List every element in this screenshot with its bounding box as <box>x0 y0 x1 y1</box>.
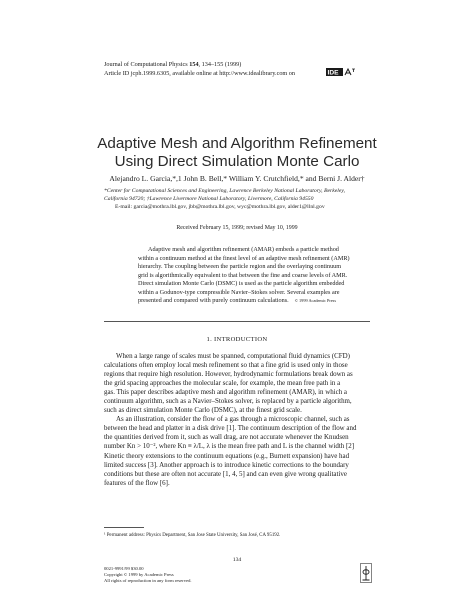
print-rights: All rights of reproduction in any form reserved. <box>104 578 192 583</box>
abstract-line: hierarchy. The coupling between the particle region and the overlaying continuum <box>138 263 342 270</box>
body-line: limited success [3]. Another approach is to introduce kinetic corrections to the boundary <box>104 460 349 469</box>
body-line: conditions but these are often not accurate [1, 4, 5] and can even give wrong qualitative <box>104 469 347 478</box>
print-info <box>104 566 192 584</box>
body-line: Kinetic theory extensions to the continuum equations (e.g., Burnett expansion) have had <box>104 451 350 460</box>
body-line: features of the flow [6]. <box>104 478 170 487</box>
body-line: As an illustration, consider the flow of a gas through a microscopic channel, such as <box>116 415 350 424</box>
body-line: When a large range of scales must be spanned, computational fluid dynamics (CFD) <box>116 352 350 360</box>
abstract-line: within a continuum method at the finest level of an adaptive mesh refinement (AMR) <box>138 254 350 262</box>
body-line: between the head and platter in a disk drive [1]. The continuum description of the flow and <box>104 424 357 433</box>
author-list: Alejandro L. Garcia,*,1 John B. Bell,* William Y. Crutchfield,* and Berni J. Alder† <box>109 174 365 183</box>
body-line: regions that require high resolution. However, hydrodynamic formulations break down as <box>104 370 353 379</box>
journal-volume: 154 <box>189 61 199 68</box>
abstract <box>138 246 350 306</box>
affiliations <box>104 188 345 204</box>
abstract-line: within a Godunov-type compressible Navier–Stokes solver. Several examples are <box>138 288 340 296</box>
body-line: number Kn > 10⁻², where Kn ≡ λ/L, λ is the mean free path and L is the channel width [2] <box>104 442 355 451</box>
footnote: ¹ Permanent address: Physics Department, San Jose State University, San José, CA 95192. <box>104 533 281 538</box>
received-dates: Received February 15, 1999; revised May 10, 1999 <box>176 225 298 231</box>
title-line-1: Adaptive Mesh and Algorithm Refinement <box>97 135 377 152</box>
body-text <box>104 352 356 488</box>
abstract-line: Adaptive mesh and algorithm refinement (AMAR) embeds a particle method <box>148 246 339 253</box>
journal-header <box>104 60 295 78</box>
author-emails: E-mail: garcia@mothra.lbl.gov, jbb@mothra.lbl.gov, wyc@mothra.lbl.gov, alder1@llnl.gov <box>115 204 325 210</box>
body-line: continuum algorithm, such as a Navier–Stokes solver, is replaced by a particle algorithm, <box>104 397 352 406</box>
page-number: 134 <box>232 557 242 563</box>
footnote-divider <box>104 527 144 528</box>
body-line: the grid spacing approaches the molecular scale, for example, the mean free path in a <box>104 379 341 388</box>
journal-pages: , 134–155 (1999) <box>198 61 242 68</box>
affiliation-line-2: California 94720; †Lawrence Livermore National Laboratory, Livermore, California 94550 <box>104 195 314 202</box>
body-line: calculations often employ local mesh refinement so that a fine grid is used only in those <box>104 361 348 370</box>
article-id: Article ID jcph.1999.6305, available online at http://www.idealibrary.com on <box>104 70 295 77</box>
abstract-divider <box>104 321 370 322</box>
paper-title <box>0 135 474 171</box>
ideal-logo-text: IDE <box>327 69 339 77</box>
affiliation-line-1: *Center for Computational Sciences and Engineering, Lawrence Berkeley National Laboratory, Berkeley, <box>104 188 345 194</box>
abstract-line: grid is algorithmically equivalent to that between the fine and coarse levels of AMR. <box>138 271 348 279</box>
ideal-library-logo <box>326 66 356 78</box>
abstract-copyright: © 1999 Academic Press <box>294 298 337 303</box>
title-line-2: Using Direct Simulation Monte Carlo <box>114 153 360 170</box>
print-issn: 0021-9991/99 $30.00 <box>104 566 144 571</box>
body-line: such as direct simulation Monte Carlo (DSMC), at the finest grid scale. <box>104 406 302 415</box>
print-copyright: Copyright © 1999 by Academic Press <box>104 572 174 577</box>
abstract-line: presented and compared with purely continuum calculations. <box>138 297 289 304</box>
academic-press-logo <box>360 563 372 583</box>
journal-name: Journal of Computational Physics <box>104 61 190 68</box>
body-line: the quantities derived from it, such as wall drag, are not accurate whenever the Knudsen <box>104 433 349 442</box>
abstract-line: Direct simulation Monte Carlo (DSMC) is used as the particle algorithm embedded <box>138 280 345 287</box>
body-line: gas. This paper describes adaptive mesh and algorithm refinement (AMAR), in which a <box>104 388 348 397</box>
section-heading: 1. INTRODUCTION <box>206 336 268 343</box>
